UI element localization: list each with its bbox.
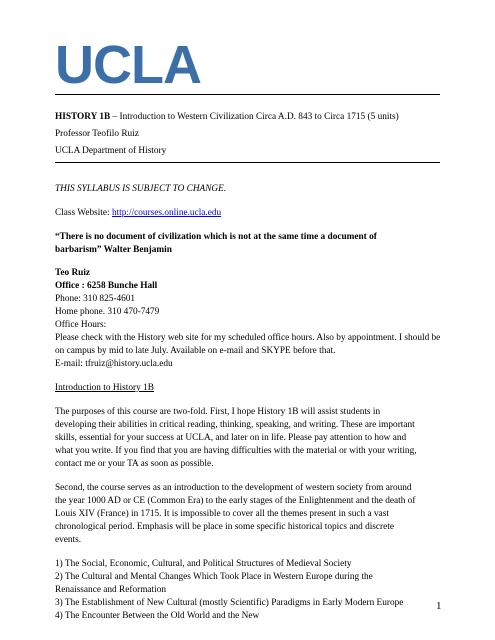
intro-p2-line: Second, the course serves as an introduction to the development of western society from around bbox=[55, 483, 412, 493]
department-line: UCLA Department of History bbox=[55, 146, 167, 156]
class-website-link[interactable]: http://courses.online.ucla.edu bbox=[111, 208, 222, 218]
header-divider bbox=[55, 162, 440, 163]
topic-item: 2) The Cultural and Mental Changes Which Took Place in Western Europe during the bbox=[55, 572, 373, 582]
phone: Phone: 310 825-4601 bbox=[55, 294, 136, 304]
class-website-line bbox=[55, 207, 221, 220]
intro-p2-line: Louis XIV (France) in 1715. It is impossible to cover all the themes present in such a vast bbox=[55, 509, 389, 519]
office-hours-line-1: Please check with the History web site for my scheduled office hours. Also by appointment. I should be bbox=[55, 333, 441, 343]
syllabus-notice: THIS SYLLABUS IS SUBJECT TO CHANGE. bbox=[55, 184, 227, 194]
intro-p1-line: what you write. If you find that you are having difficulties with the material or with your writing, bbox=[55, 446, 417, 456]
intro-p1-line: developing their abilities in critical reading, thinking, speaking, and writing. These are important bbox=[55, 420, 415, 430]
ucla-logo: UCLA bbox=[55, 35, 201, 95]
topic-item: 1) The Social, Economic, Cultural, and Political Structures of Medieval Society bbox=[55, 559, 352, 569]
top-divider bbox=[55, 94, 440, 95]
home-phone: Home phone. 310 470-7479 bbox=[55, 307, 160, 317]
email: E-mail: tfruiz@history.ucla.edu bbox=[55, 359, 173, 369]
page-number: 1 bbox=[436, 600, 442, 612]
topic-item: Renaissance and Reformation bbox=[55, 585, 167, 595]
intro-p2-line: chronological period. Emphasis will be place in some specific historical topics and discrete bbox=[55, 522, 394, 532]
office-hours-label: Office Hours: bbox=[55, 320, 107, 330]
intro-p2-line: the year 1000 AD or CE (Common Era) to the early stages of the Enlightenment and the death of bbox=[55, 496, 416, 506]
office-location: Office : 6258 Bunche Hall bbox=[55, 281, 158, 291]
topic-item: 3) The Establishment of New Cultural (mostly Scientific) Paradigms in Early Modern Europe bbox=[55, 598, 404, 608]
intro-p1-line: skills, essential for your success at UCLA, and later on in life. Please pay attention to how and bbox=[55, 433, 407, 443]
class-website-label: Class Website: bbox=[55, 208, 112, 218]
intro-p2-line: events. bbox=[55, 535, 82, 545]
topic-item: 4) The Encounter Between the Old World and the New bbox=[55, 611, 260, 621]
course-code: HISTORY 1B bbox=[55, 112, 111, 122]
course-title: – Introduction to Western Civilization Circa A.D. 843 to Circa 1715 (5 units) bbox=[110, 112, 399, 122]
professor-line: Professor Teofilo Ruiz bbox=[55, 129, 139, 139]
intro-p1-line: The purposes of this course are two-fold. First, I hope History 1B will assist students in bbox=[55, 407, 381, 417]
intro-heading: Introduction to History 1B bbox=[55, 383, 154, 393]
quote-line-1: “There is no document of civilization which is not at the same time a document of bbox=[55, 232, 377, 242]
quote-line-2: barbarism” Walter Benjamin bbox=[55, 245, 172, 255]
intro-p1-line: contact me or your TA as soon as possible. bbox=[55, 459, 214, 469]
instructor-name: Teo Ruiz bbox=[55, 268, 91, 278]
course-title-line bbox=[55, 111, 399, 124]
office-hours-line-2: on campus by mid to late July. Available on e-mail and SKYPE before that. bbox=[55, 346, 336, 356]
